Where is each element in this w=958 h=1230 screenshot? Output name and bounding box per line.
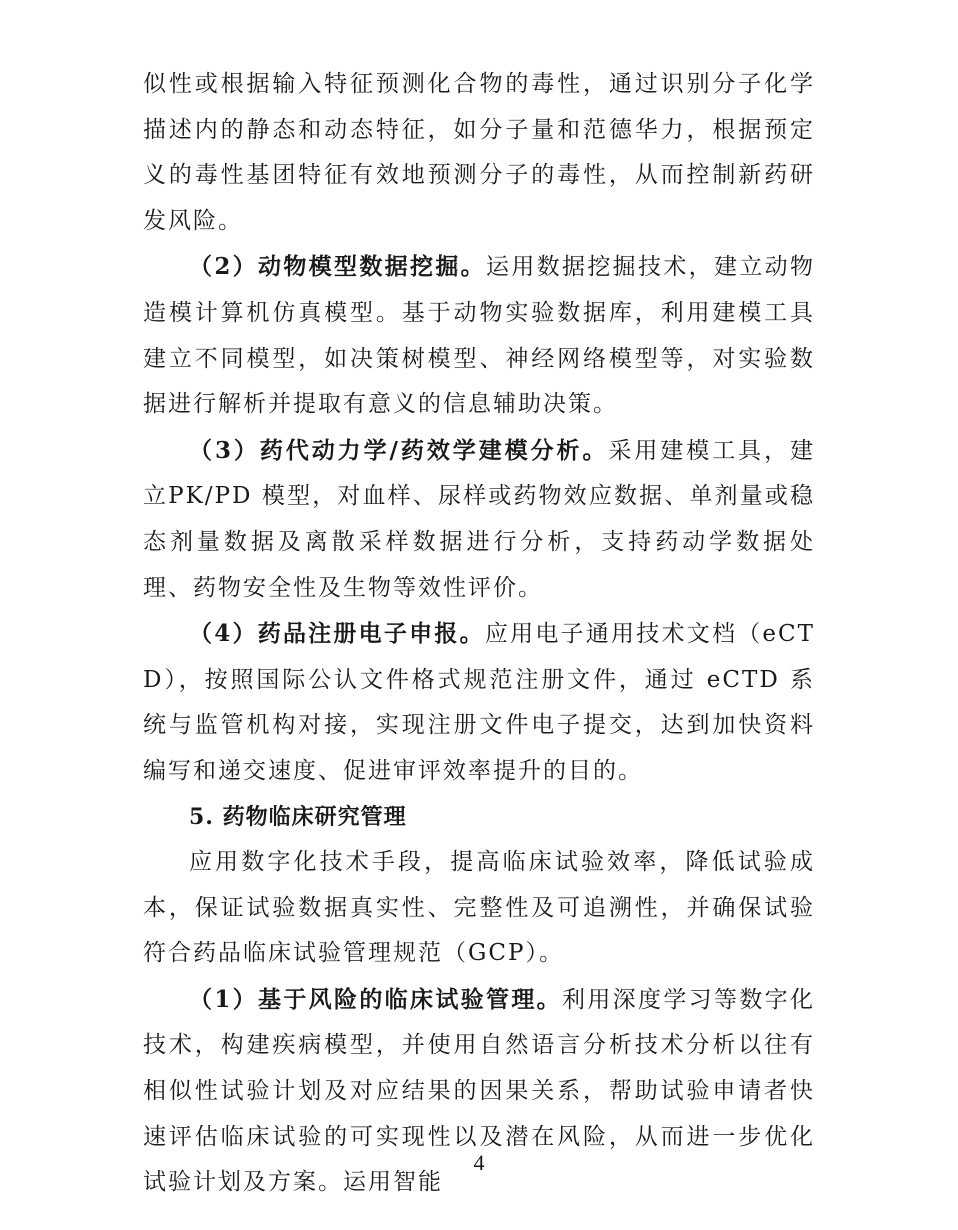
paragraph-text: 似性或根据输入特征预测化合物的毒性，通过识别分子化学描述内的静态和动态特征，如分子量和范德华力，根据预定义的毒性基团特征有效地预测分子的毒性，从而控制新药研发风险。	[143, 71, 815, 234]
paragraph-text: 利用深度学习等数字化技术，构建疾病模型，并使用自然语言分析技术分析以往有相似性试验计划及对应结果的因果关系，帮助试验申请者快速评估临床试验的可实现性以及潜在风险，从而进一步优化试验计划及方案。运用智能	[143, 986, 815, 1196]
section-heading-clinical-research: 5. 药物临床研究管理	[189, 803, 407, 830]
paragraph-text: 应用电子通用技术文档（eCTD），按照国际公认文件格式规范注册文件，通过 eCTD 系统与监管机构对接，实现注册文件电子提交，达到加快资料编写和递交速度、促进审评效率提升的目的。	[143, 621, 815, 784]
paragraph-lead-heading: （1）基于风险的临床试验管理。	[189, 985, 562, 1013]
paragraph-text: 采用建模工具，建立PK/PD 模型，对血样、尿样或药物效应数据、单剂量或稳态剂量数据及离散采样数据进行分析，支持药动学数据处理、药物安全性及生物等效性评价。	[143, 437, 816, 601]
paragraph-text: 运用数据挖掘技术，建立动物造模计算机仿真模型。基于动物实验数据库，利用建模工具建立不同模型，如决策树模型、神经网络模型等，对实验数据进行解析并提取有意义的信息辅助决策。	[143, 254, 815, 418]
page-number: 4	[473, 1150, 485, 1175]
paragraph-text: 应用数字化技术手段，提高临床试验效率，降低试验成本，保证试验数据真实性、完整性及可追溯性，并确保试验符合药品临床试验管理规范（GCP）。	[143, 849, 815, 967]
paragraph-ectd-submission	[143, 611, 815, 794]
paragraph-animal-model-mining	[143, 244, 815, 427]
page-body	[143, 62, 815, 1206]
paragraph-lead-heading: （3）药代动力学/药效学建模分析。	[189, 436, 609, 464]
paragraph-clinical-intro	[143, 840, 815, 977]
paragraph-toxicity-continued	[143, 62, 815, 244]
paragraph-pkpd-modeling	[143, 428, 815, 611]
paragraph-lead-heading: （4）药品注册电子申报。	[189, 620, 485, 648]
paragraph-lead-heading: （2）动物模型数据挖掘。	[189, 253, 486, 281]
